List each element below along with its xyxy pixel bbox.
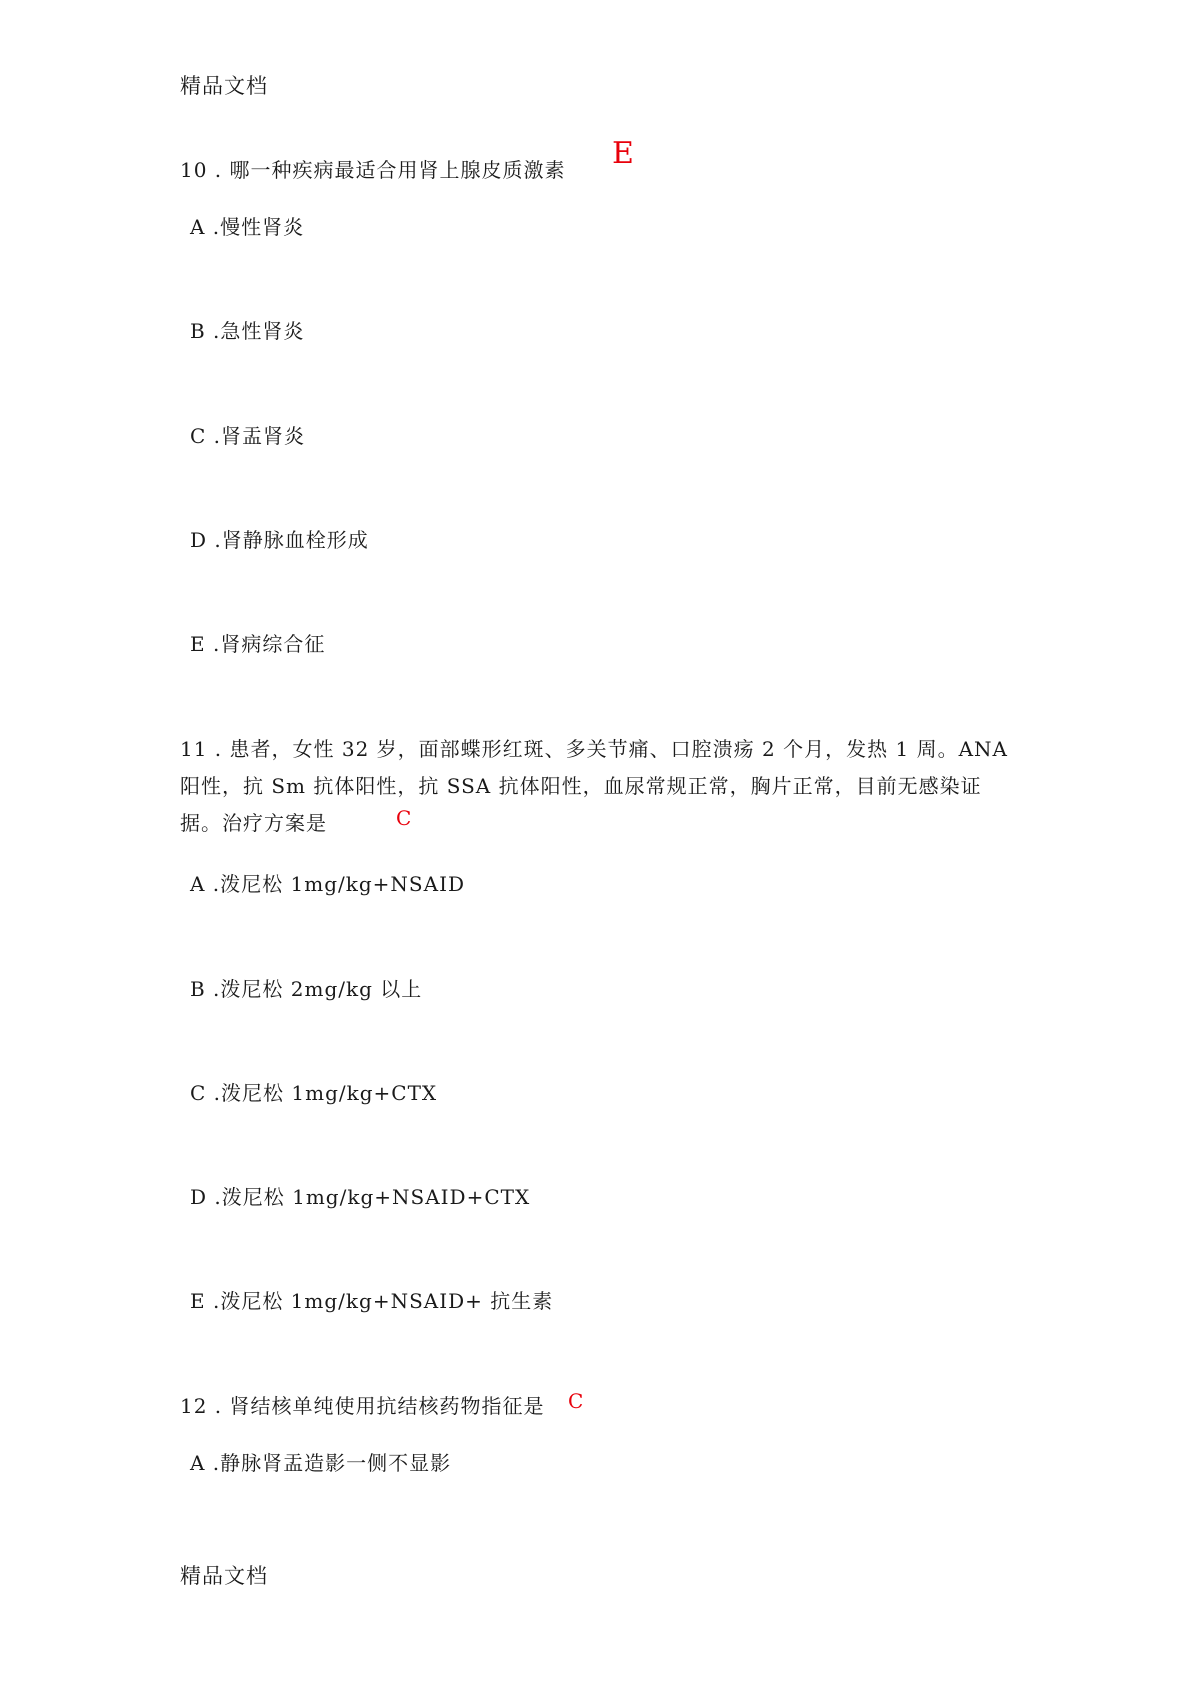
question-stem: 10 . 哪一种疾病最适合用肾上腺皮质激素 xyxy=(180,158,566,182)
option-e: E .肾病综合征 xyxy=(190,632,326,656)
question-stem-line-3: 据。治疗方案是 xyxy=(180,811,327,835)
answer-mark: E xyxy=(612,136,634,171)
option-d: D .肾静脉血栓形成 xyxy=(190,528,369,552)
option-b: B .泼尼松 2mg/kg 以上 xyxy=(190,977,423,1001)
option-a: A .慢性肾炎 xyxy=(190,215,305,239)
option-a: A .静脉肾盂造影一侧不显影 xyxy=(190,1451,452,1475)
answer-mark: C xyxy=(568,1389,584,1413)
answer-mark: C xyxy=(396,806,412,830)
question-stem-line-2: 阳性，抗 Sm 抗体阳性，抗 SSA 抗体阳性，血尿常规正常，胸片正常，目前无感染证 xyxy=(180,774,982,798)
page-header: 精品文档 xyxy=(180,74,268,98)
option-c: C .肾盂肾炎 xyxy=(190,424,306,448)
option-a: A .泼尼松 1mg/kg+NSAID xyxy=(190,872,466,896)
option-c: C .泼尼松 1mg/kg+CTX xyxy=(190,1081,438,1105)
page-footer: 精品文档 xyxy=(180,1564,268,1588)
question-stem-line-1: 11 . 患者，女性 32 岁，面部蝶形红斑、多关节痛、口腔溃疡 2 个月，发热 1 周。ANA xyxy=(180,737,1008,761)
option-b: B .急性肾炎 xyxy=(190,319,305,343)
question-stem: 12 . 肾结核单纯使用抗结核药物指征是 xyxy=(180,1394,545,1418)
option-d: D .泼尼松 1mg/kg+NSAID+CTX xyxy=(190,1185,531,1209)
option-e: E .泼尼松 1mg/kg+NSAID+ 抗生素 xyxy=(190,1289,554,1313)
